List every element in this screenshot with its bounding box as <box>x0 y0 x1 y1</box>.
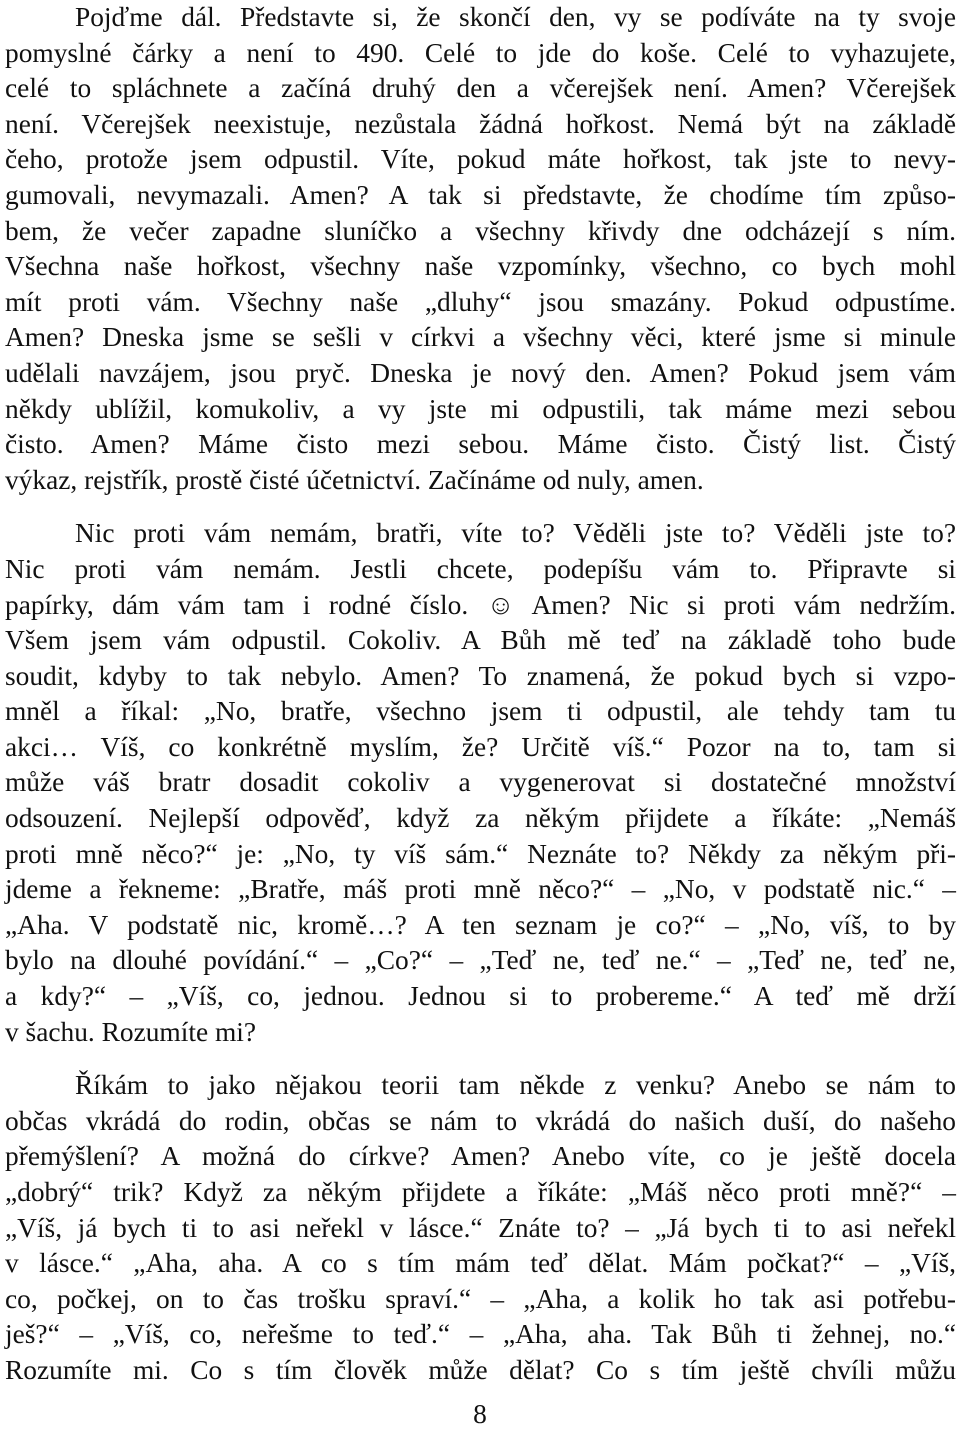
text-line: jdeme a řekneme: „Bratře, máš proti mně něco?“ – „No, v podstatě nic.“ – <box>5 874 956 905</box>
text-line: může váš bratr dosadit cokoliv a vygenerovat si dostatečné množství <box>5 767 956 798</box>
text-line: Všem jsem vám odpustil. Cokoliv. A Bůh mě teď na základě toho bude <box>5 625 956 656</box>
text-line: „Víš, já bych ti to asi neřekl v lásce.“ Znáte to? – „Já bych ti to asi neřekl <box>5 1212 956 1243</box>
paragraph-3 <box>5 1068 956 1388</box>
text-line: čisto. Amen? Máme čisto mezi sebou. Máme čisto. Čistý list. Čistý <box>5 429 956 460</box>
text-line: Všechna naše hořkost, všechny naše vzpomínky, všechno, co bych mohl <box>5 251 956 282</box>
text-line: proti mně něco?“ je: „No, ty víš sám.“ Neznáte to? Někdy za někým při- <box>5 838 956 869</box>
text-line: mněl a říkal: „No, bratře, všechno jsem ti odpustil, ale tehdy tam tu <box>5 696 956 727</box>
page-number: 8 <box>473 1399 487 1429</box>
text-line: Říkám to jako nějakou teorii tam někde z venku? Anebo se nám to <box>75 1070 956 1101</box>
text-line: a kdy?“ – „Víš, co, jednou. Jednou si to probereme.“ A teď mě drží <box>5 981 956 1012</box>
text-line: „dobrý“ trik? Když za někým přijdete a říkáte: „Máš něco proti mně?“ – <box>5 1177 956 1207</box>
text-line: mít proti vám. Všechny naše „dluhy“ jsou smazány. Pokud odpustíme. <box>5 286 956 317</box>
text-line: udělali navzájem, jsou pryč. Dneska je nový den. Amen? Pokud jsem vám <box>5 357 956 388</box>
paragraph-1 <box>5 0 956 498</box>
text-line: Nic proti vám nemám, bratři, víte to? Věděli jste to? Věděli jste to? <box>75 518 956 549</box>
text-line: čeho, protože jsem odpustil. Víte, pokud máte hořkost, tak jste to nevy- <box>5 144 956 175</box>
text-line: Amen? Dneska jsme se sešli v církvi a všechny věci, které jsme si minule <box>5 322 956 353</box>
text-line: „Aha. V podstatě nic, kromě…? A ten seznam je co?“ – „No, víš, to by <box>5 909 956 940</box>
text-line: není. Včerejšek neexistuje, nezůstala žádná hořkost. Nemá být na základě <box>5 108 956 139</box>
text-line: gumovali, nevymazali. Amen? A tak si představte, že chodíme tím způso- <box>5 179 956 210</box>
text-line: celé to spláchnete a začíná druhý den a včerejšek není. Amen? Včerejšek <box>5 73 956 104</box>
text-line: výkaz, rejstřík, prostě čisté účetnictví. Začínáme od nuly, amen. <box>5 464 704 495</box>
text-line: v lásce.“ „Aha, aha. A co s tím mám teď dělat. Mám počkat?“ – „Víš, <box>5 1248 956 1279</box>
text-line: Pojďme dál. Představte si, že skončí den, vy se podíváte na ty svoje <box>75 2 956 32</box>
text-line: bylo na dlouhé povídání.“ – „Co?“ – „Teď ne, teď ne.“ – „Teď ne, teď ne, <box>5 945 956 976</box>
text-line: pomyslné čárky a není to 490. Celé to jde do koše. Celé to vyhazujete, <box>5 37 956 68</box>
text-line: občas vkrádá do rodin, občas se nám to vkrádá do našich duší, do našeho <box>5 1105 956 1136</box>
text-line: odsouzení. Nejlepší odpověď, když za někým přijdete a říkáte: „Nemáš <box>5 803 956 834</box>
text-line: ješ?“ – „Víš, co, neřešme to teď.“ – „Aha, aha. Tak Bůh ti žehnej, no.“ <box>5 1319 956 1350</box>
text-line: přemýšlení? A možná do církve? Amen? Anebo víte, co je ještě docela <box>5 1141 956 1172</box>
text-line: někdy ublížil, komukoliv, a vy jste mi odpustili, tak máme mezi sebou <box>5 393 956 424</box>
text-line: soudit, kdyby to tak nebylo. Amen? To znamená, že pokud bych si vzpo- <box>5 660 956 691</box>
text-line: bem, že večer zapadne sluníčko a všechny křivdy dne odcházejí s ním. <box>5 215 956 246</box>
text-line: Nic proti vám nemám. Jestli chcete, podepíšu vám to. Připravte si <box>5 553 956 584</box>
text-line: v šachu. Rozumíte mi? <box>5 1016 257 1047</box>
text-line: co, počkej, on to čas trošku spraví.“ – „Aha, a kolik ho tak asi potřebu- <box>5 1283 956 1314</box>
paragraph-2 <box>5 516 956 1050</box>
text-line: akci… Víš, co konkrétně myslím, že? Určitě víš.“ Pozor na to, tam si <box>5 731 956 762</box>
text-line: Rozumíte mi. Co s tím člověk může dělat? Co s tím ještě chvíli můžu <box>5 1354 956 1385</box>
document-page <box>5 0 956 1389</box>
text-line: papírky, dám vám tam i rodné číslo. ☺ Amen? Nic si proti vám nedržím. <box>5 589 956 620</box>
